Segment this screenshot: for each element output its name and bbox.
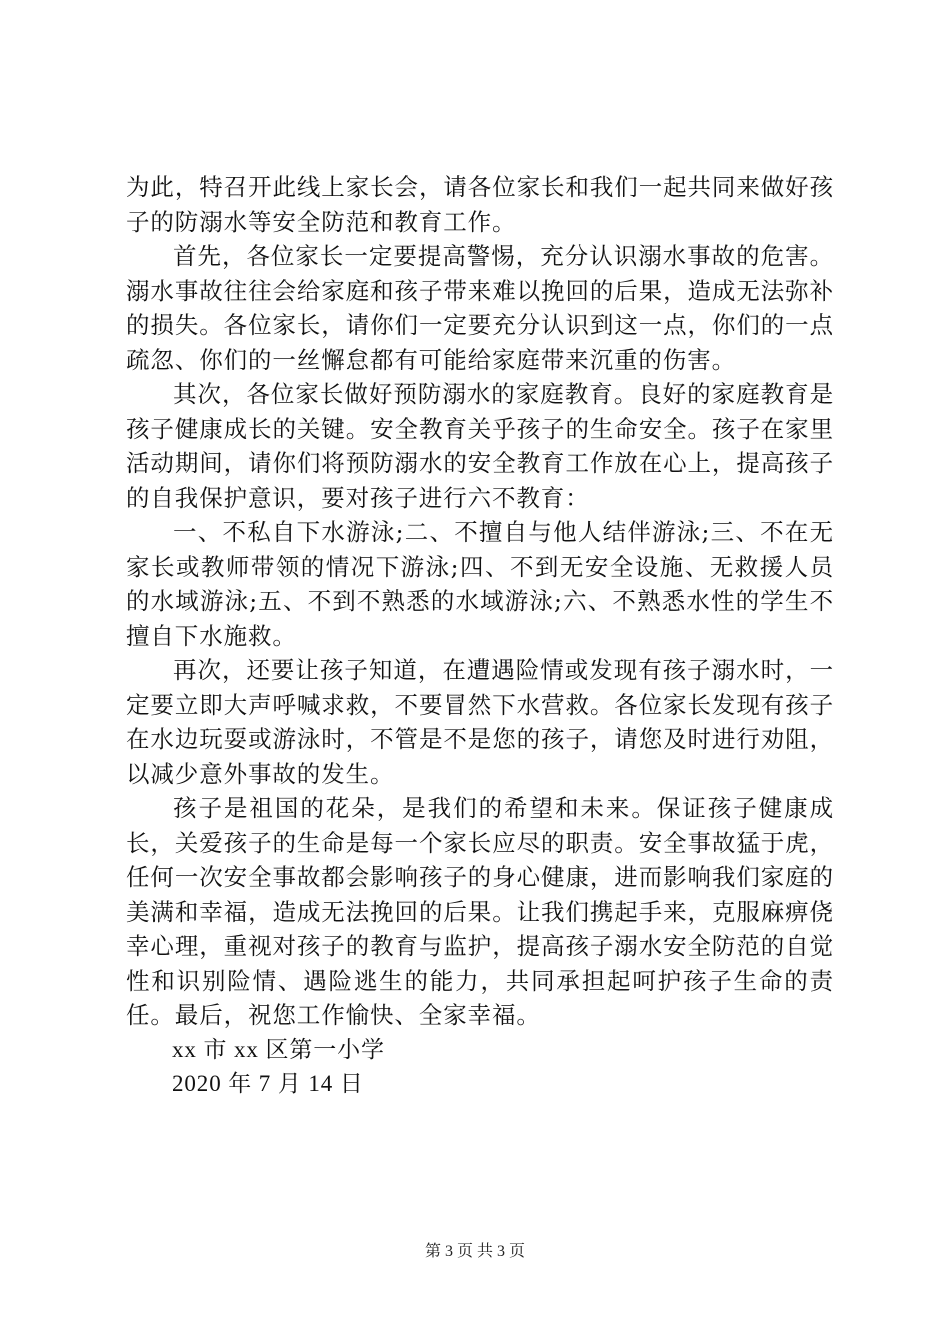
paragraph-six-rules: 一、不私自下水游泳;二、不擅自与他人结伴游泳;三、不在无家长或教师带领的情况下游泳;四、不到无安全设施、无救援人员的水域游泳;五、不到不熟悉的水域游泳;六、不熟悉水性的学生不擅自下水施救。 <box>126 518 834 650</box>
document-body <box>126 170 834 1102</box>
signature-date: 2020 年 7 月 14 日 <box>172 1071 364 1096</box>
paragraph-family-education: 其次，各位家长做好预防溺水的家庭教育。良好的家庭教育是孩子健康成长的关键。安全教育关乎孩子的生命安全。孩子在家里活动期间，请你们将预防溺水的安全教育工作放在心上，提高孩子的自我保护意识，要对孩子进行六不教育： <box>126 380 834 512</box>
signature-school: xx 市 xx 区第一小学 <box>172 1036 385 1062</box>
page-footer: 第 3 页 共 3 页 <box>424 1243 525 1260</box>
paragraph-emergency: 再次，还要让孩子知道，在遭遇险情或发现有孩子溺水时，一定要立即大声呼喊求救，不要冒然下水营救。各位家长发现有孩子在水边玩耍或游泳时，不管是不是您的孩子，请您及时进行劝阻，以减少意外事故的发生。 <box>126 656 834 788</box>
paragraph-awareness: 首先，各位家长一定要提高警惕，充分认识溺水事故的危害。溺水事故往往会给家庭和孩子带来难以挽回的后果，造成无法弥补的损失。各位家长，请你们一定要充分认识到这一点，你们的一点疏忽、你们的一丝懈怠都有可能给家庭带来沉重的伤害。 <box>126 242 834 374</box>
paragraph-closing: 孩子是祖国的花朵，是我们的希望和未来。保证孩子健康成长，关爱孩子的生命是每一个家长应尽的职责。安全事故猛于虎，任何一次安全事故都会影响孩子的身心健康，进而影响我们家庭的美满和幸福，造成无法挽回的后果。让我们携起手来，克服麻痹侥幸心理，重视对孩子的教育与监护，提高孩子溺水安全防范的自觉性和识别险情、遇险逃生的能力，共同承担起呵护孩子生命的责任。最后，祝您工作愉快、全家幸福。 <box>126 794 834 1029</box>
paragraph-continuation: 为此，特召开此线上家长会，请各位家长和我们一起共同来做好孩子的防溺水等安全防范和教育工作。 <box>126 173 834 236</box>
